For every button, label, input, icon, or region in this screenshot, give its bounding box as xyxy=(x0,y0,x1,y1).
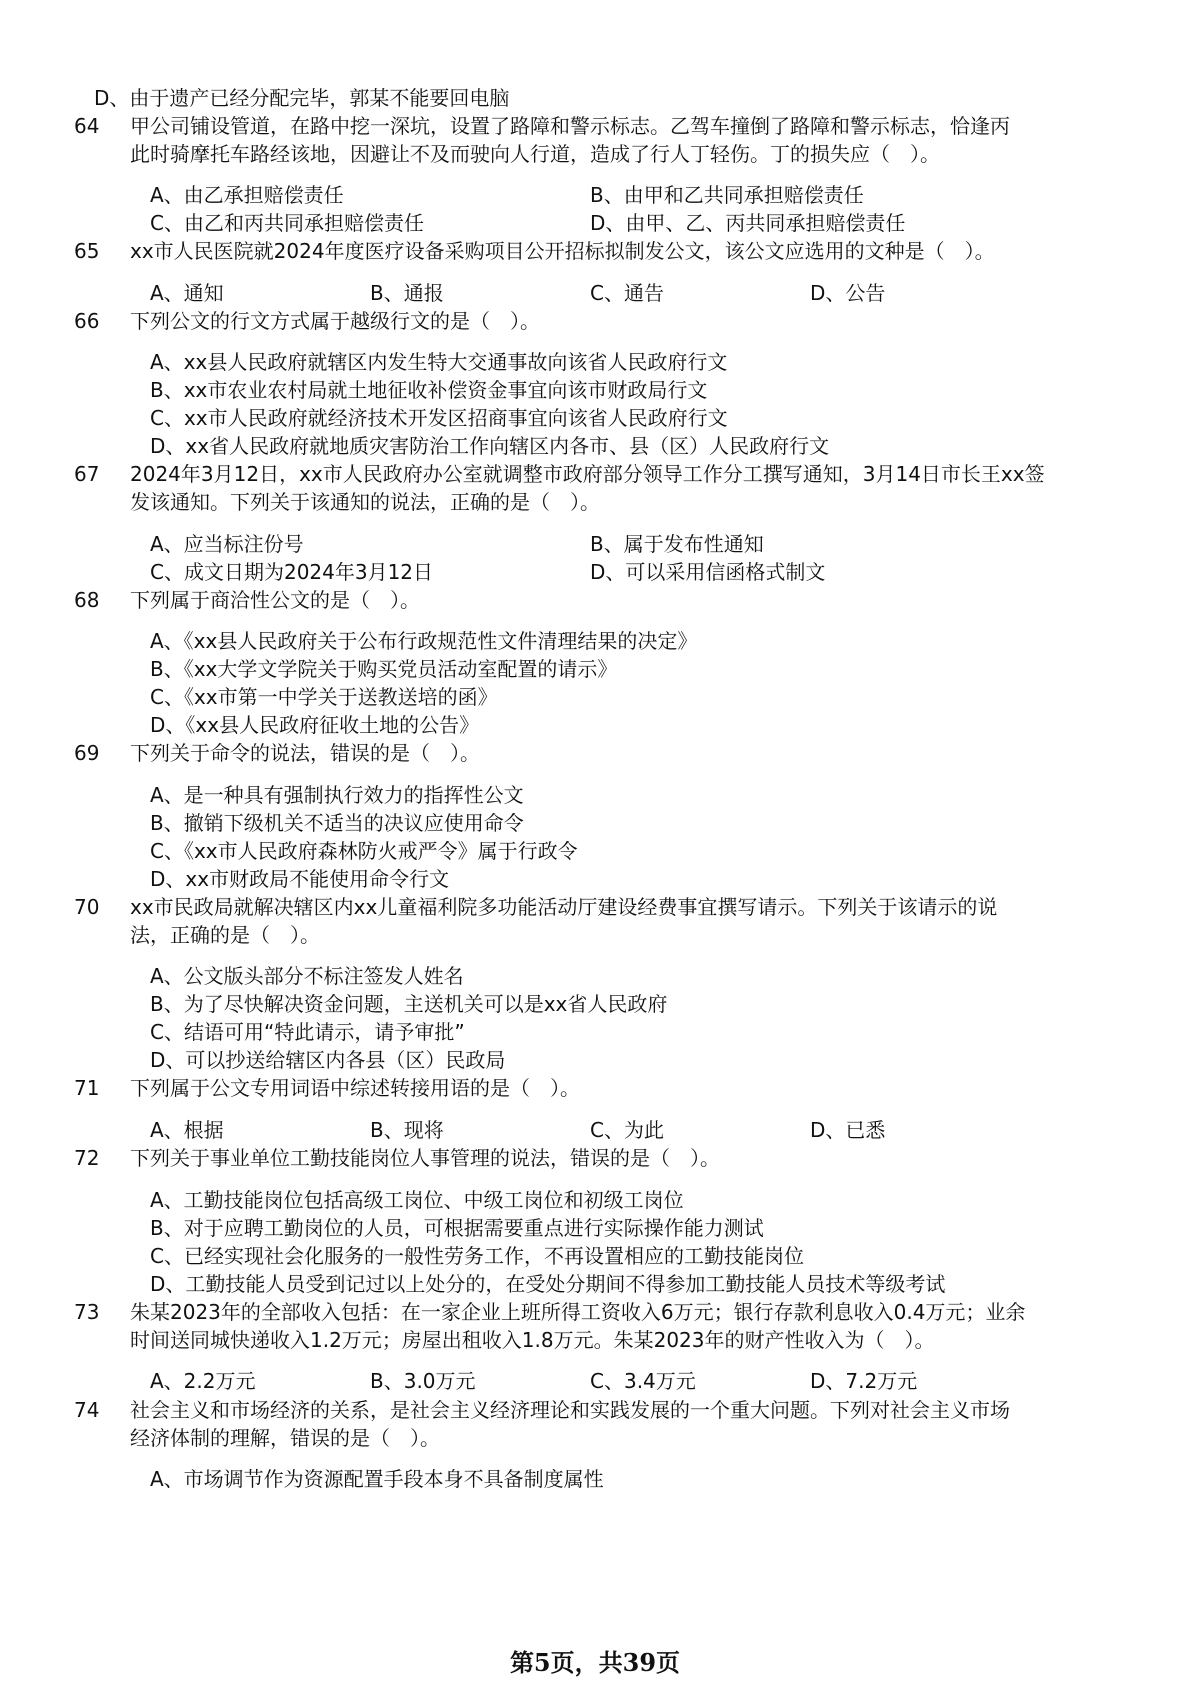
question-stem: 此时骑摩托车路经该地，因避让不及而驶向人行道，造成了行人丁轻伤。丁的损失应（ ）。 xyxy=(130,142,940,166)
option-a: A、应当标注份号 xyxy=(150,532,304,556)
option-a: A、由乙承担赔偿责任 xyxy=(150,183,344,207)
question-number: 64 xyxy=(74,114,100,138)
option-a: A、2.2万元 xyxy=(150,1369,256,1393)
option-a: A、市场调节作为资源配置手段本身不具备制度属性 xyxy=(150,1467,604,1491)
prev-question-option-d: D、由于遗产已经分配完毕，郭某不能要回电脑 xyxy=(94,86,510,110)
question-stem: 下列属于商洽性公文的是（ ）。 xyxy=(130,588,420,612)
option-a: A、工勤技能岗位包括高级工岗位、中级工岗位和初级工岗位 xyxy=(150,1188,684,1212)
option-d: D、7.2万元 xyxy=(810,1369,918,1393)
option-a: A、xx县人民政府就辖区内发生特大交通事故向该省人民政府行文 xyxy=(150,350,728,374)
option-c: C、由乙和丙共同承担赔偿责任 xyxy=(150,211,424,235)
option-d: D、xx市财政局不能使用命令行文 xyxy=(150,867,450,891)
question-number: 72 xyxy=(74,1146,100,1170)
question-stem: 发该通知。下列关于该通知的说法，正确的是（ ）。 xyxy=(130,490,600,514)
question-number: 66 xyxy=(74,309,100,333)
option-b: B、通报 xyxy=(370,281,444,305)
option-d: D、公告 xyxy=(810,281,886,305)
question-stem: 法，正确的是（ ）。 xyxy=(130,923,320,947)
question-number: 67 xyxy=(74,462,100,486)
option-c: C、通告 xyxy=(590,281,664,305)
question-number: 74 xyxy=(74,1398,100,1422)
question-number: 73 xyxy=(74,1300,100,1324)
page-footer: 第5页，共39页 xyxy=(509,1648,681,1677)
option-d: D、工勤技能人员受到记过以上处分的，在受处分期间不得参加工勤技能人员技术等级考试 xyxy=(150,1272,946,1296)
option-c: C、《xx市人民政府森林防火戒严令》属于行政令 xyxy=(150,839,578,863)
option-d: D、可以采用信函格式制文 xyxy=(590,560,826,584)
option-b: B、《xx大学文学院关于购买党员活动室配置的请示》 xyxy=(150,657,618,681)
option-c: C、成文日期为2024年3月12日 xyxy=(150,560,434,584)
question-number: 68 xyxy=(74,588,100,612)
option-c: C、xx市人民政府就经济技术开发区招商事宜向该省人民政府行文 xyxy=(150,406,728,430)
option-a: A、根据 xyxy=(150,1118,224,1142)
option-b: B、由甲和乙共同承担赔偿责任 xyxy=(590,183,864,207)
question-stem: xx市民政局就解决辖区内xx儿童福利院多功能活动厅建设经费事宜撰写请示。下列关于该请示的说 xyxy=(130,895,998,919)
option-b: B、属于发布性通知 xyxy=(590,532,764,556)
question-stem: 时间送同城快递收入1.2万元；房屋出租收入1.8万元。朱某2023年的财产性收入为（ ）。 xyxy=(130,1328,935,1352)
option-d: D、xx省人民政府就地质灾害防治工作向辖区内各市、县（区）人民政府行文 xyxy=(150,434,830,458)
question-number: 69 xyxy=(74,741,100,765)
option-a: A、《xx县人民政府关于公布行政规范性文件清理结果的决定》 xyxy=(150,629,698,653)
question-stem: 下列属于公文专用词语中综述转接用语的是（ ）。 xyxy=(130,1076,580,1100)
option-a: A、公文版头部分不标注签发人姓名 xyxy=(150,964,464,988)
option-b: B、现将 xyxy=(370,1118,444,1142)
option-b: B、对于应聘工勤岗位的人员，可根据需要重点进行实际操作能力测试 xyxy=(150,1216,764,1240)
question-number: 71 xyxy=(74,1076,100,1100)
option-c: C、《xx市第一中学关于送教送培的函》 xyxy=(150,685,498,709)
question-stem: 朱某2023年的全部收入包括：在一家企业上班所得工资收入6万元；银行存款利息收入0.4万元；业余 xyxy=(130,1300,1026,1324)
question-number: 65 xyxy=(74,239,100,263)
question-stem: 经济体制的理解，错误的是（ ）。 xyxy=(130,1426,440,1450)
option-b: B、xx市农业农村局就土地征收补偿资金事宜向该市财政局行文 xyxy=(150,378,708,402)
option-c: C、结语可用“特此请示，请予审批” xyxy=(150,1020,465,1044)
option-d: D、由甲、乙、丙共同承担赔偿责任 xyxy=(590,211,906,235)
question-stem: 甲公司铺设管道，在路中挖一深坑，设置了路障和警示标志。乙驾车撞倒了路障和警示标志，恰逢丙 xyxy=(130,114,1010,138)
question-stem: 社会主义和市场经济的关系，是社会主义经济理论和实践发展的一个重大问题。下列对社会主义市场 xyxy=(130,1398,1010,1422)
question-number: 70 xyxy=(74,895,100,919)
question-stem: 2024年3月12日，xx市人民政府办公室就调整市政府部分领导工作分工撰写通知，3月14日市长王xx签 xyxy=(130,462,1045,486)
option-c: C、已经实现社会化服务的一般性劳务工作，不再设置相应的工勤技能岗位 xyxy=(150,1244,804,1268)
option-d: D、《xx县人民政府征收土地的公告》 xyxy=(150,713,480,737)
question-stem: 下列公文的行文方式属于越级行文的是（ ）。 xyxy=(130,309,540,333)
option-b: B、3.0万元 xyxy=(370,1369,476,1393)
option-a: A、通知 xyxy=(150,281,224,305)
option-d: D、已悉 xyxy=(810,1118,886,1142)
question-stem: 下列关于命令的说法，错误的是（ ）。 xyxy=(130,741,480,765)
option-b: B、撤销下级机关不适当的决议应使用命令 xyxy=(150,811,524,835)
option-a: A、是一种具有强制执行效力的指挥性公文 xyxy=(150,783,524,807)
question-stem: xx市人民医院就2024年度医疗设备采购项目公开招标拟制发公文，该公文应选用的文种是（ ）。 xyxy=(130,239,995,263)
option-c: C、3.4万元 xyxy=(590,1369,696,1393)
option-b: B、为了尽快解决资金问题，主送机关可以是xx省人民政府 xyxy=(150,992,668,1016)
option-d: D、可以抄送给辖区内各县（区）民政局 xyxy=(150,1048,506,1072)
option-c: C、为此 xyxy=(590,1118,664,1142)
question-stem: 下列关于事业单位工勤技能岗位人事管理的说法，错误的是（ ）。 xyxy=(130,1146,720,1170)
